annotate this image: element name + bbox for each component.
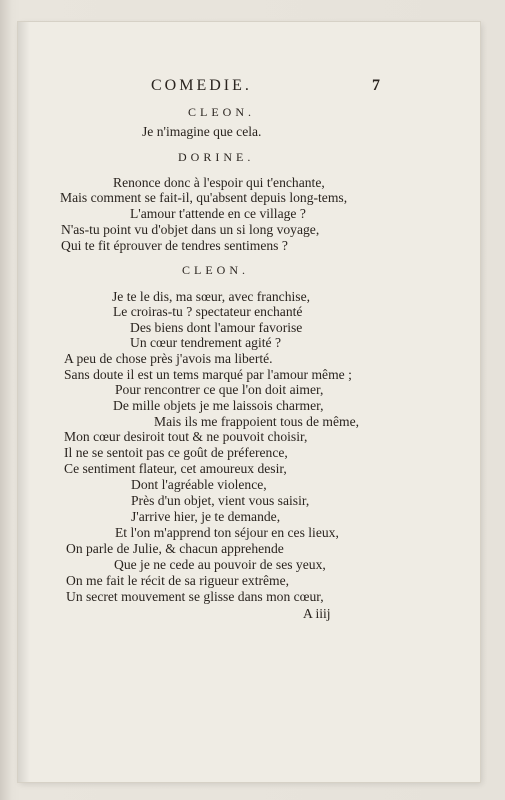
verse-line: Renonce donc à l'espoir qui t'enchante, <box>113 175 325 190</box>
verse-line: Mais ils me frappoient tous de même, <box>154 414 359 429</box>
verse-line: On me fait le récit de sa rigueur extrême, <box>66 573 290 588</box>
verse-line: Un secret mouvement se glisse dans mon cœur, <box>66 589 324 604</box>
speaker-name: DORINE. <box>178 150 255 164</box>
verse-line: Dont l'agréable violence, <box>131 477 267 492</box>
running-head: COMEDIE. <box>151 77 252 94</box>
verse-line: Je n'imagine que cela. <box>142 124 262 139</box>
page-gutter-shadow <box>18 22 30 782</box>
speaker-name: CLEON. <box>182 263 249 277</box>
speaker-name: CLEON. <box>188 105 255 119</box>
verse-line: Ce sentiment flateur, cet amoureux desir, <box>64 461 287 476</box>
verse-line: Que je ne cede au pouvoir de ses yeux, <box>114 557 326 572</box>
verse-line: A peu de chose près j'avois ma liberté. <box>64 351 273 366</box>
verse-line: De mille objets je me laissois charmer, <box>113 398 324 413</box>
verse-line: L'amour t'attende en ce village ? <box>130 206 306 221</box>
verse-line: Sans doute il est un tems marqué par l'amour même ; <box>64 367 352 382</box>
verse-line: Il ne se sentoit pas ce goût de préference, <box>64 445 288 460</box>
verse-line: Mais comment se fait-il, qu'absent depuis long-tems, <box>60 190 348 205</box>
verse-line: Des biens dont l'amour favorise <box>130 320 303 335</box>
page-number: 7 <box>372 77 380 94</box>
verse-line: Pour rencontrer ce que l'on doit aimer, <box>115 382 324 397</box>
verse-line: On parle de Julie, & chacun apprehende <box>66 541 284 556</box>
verse-line: Je te le dis, ma sœur, avec franchise, <box>112 289 310 304</box>
verse-line: Un cœur tendrement agité ? <box>130 335 281 350</box>
verse-line: Et l'on m'apprend ton séjour en ces lieux, <box>115 525 339 540</box>
verse-line: Le croiras-tu ? spectateur enchanté <box>113 304 303 319</box>
verse-line: Qui te fit éprouver de tendres sentimens ? <box>61 238 288 253</box>
verse-line: Mon cœur desiroit tout & ne pouvoit choisir, <box>64 429 308 444</box>
verse-line: J'arrive hier, je te demande, <box>131 509 281 524</box>
signature-mark: A iiij <box>303 606 331 621</box>
verse-line: Près d'un objet, vient vous saisir, <box>131 493 310 508</box>
verse-line: N'as-tu point vu d'objet dans un si long voyage, <box>61 222 320 237</box>
